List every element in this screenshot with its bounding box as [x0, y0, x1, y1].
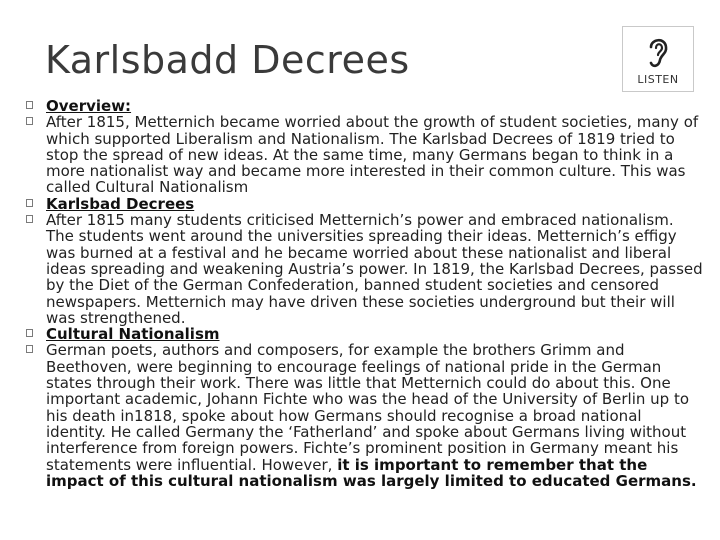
bullet-icon — [26, 101, 33, 109]
bullet-icon — [26, 215, 33, 223]
paragraph-overview: After 1815, Metternich became worried about the growth of student societies, many of which supported Liberalism and Nationalism. The Karlsbad Decrees of 1819 tried to stop the spread of new ideas. At the same time, many Germans began to think in a more nationalist way and became more interested in their common culture. This was called Cultural Nationalism — [46, 113, 699, 197]
bullet-icon — [26, 117, 33, 125]
section-heading-cultural: Cultural Nationalism — [46, 325, 220, 344]
list-item — [26, 342, 706, 489]
bullet-icon — [26, 199, 33, 207]
section-heading-overview: Overview: — [46, 97, 132, 115]
bullet-icon — [26, 329, 33, 337]
list-item — [26, 212, 706, 326]
paragraph-cultural-bold: it is important to remember that the impact of this cultural nationalism was largely limited to educated Germans. — [46, 455, 697, 490]
listen-button[interactable] — [622, 26, 694, 92]
page-title: Karlsbadd Decrees — [45, 38, 410, 82]
bullet-list — [26, 98, 706, 489]
paragraph-cultural-text: German poets, authors and composers, for example the brothers Grimm and Beethoven, were beginning to encourage feelings of national pride in the German states through their work. There was little that Metternich could do about this. One important academic, Johann Fichte who was the head of the University of Berlin up to his death in1818, spoke about how Germans should recognise a broad national identity. He called Germany the ‘Fatherland’ and spoke about Germans living without interference from foreign powers. Fichte’s prominent position in Germany meant his statements were influential. However, — [46, 341, 690, 474]
section-heading-karlsbad: Karlsbad Decrees — [46, 194, 195, 213]
list-item — [26, 326, 706, 342]
list-item — [26, 98, 706, 114]
ear-icon — [643, 33, 673, 71]
paragraph-karlsbad: After 1815 many students criticised Metternich’s power and embraced nationalism. The students went around the universities spreading their ideas. Metternich’s effigy was burned at a festival and he became worried about these nationalist and liberal ideas spreading and weakening Austria’s power. In 1819, the Karlsbad Decrees, passed by the Diet of the German Confederation, banned student societies and censored newspapers. Metternich may have driven these societies underground but their will was strengthened. — [46, 211, 703, 327]
list-item — [26, 114, 706, 195]
paragraph-cultural — [46, 342, 706, 489]
bullet-icon — [26, 345, 33, 353]
list-item — [26, 196, 706, 212]
listen-label: LISTEN — [637, 73, 679, 86]
